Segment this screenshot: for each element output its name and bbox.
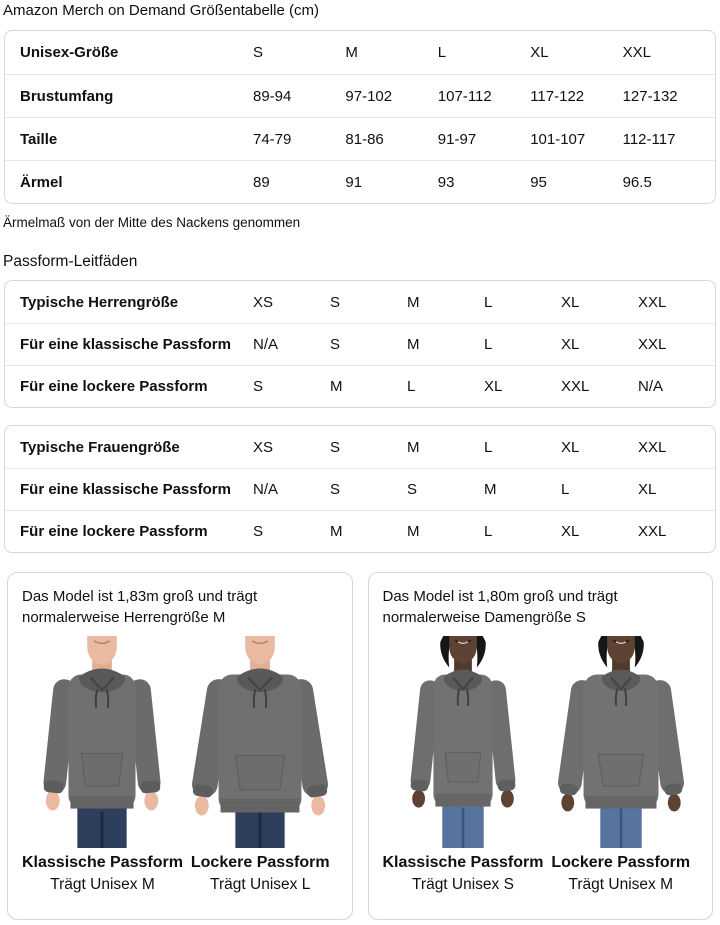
model-photo-male-loose-fit (186, 636, 334, 848)
row-label: Brustumfang (20, 87, 114, 105)
table-row (5, 74, 715, 117)
table-row (5, 468, 715, 510)
row-label: Unisex-Größe (20, 44, 119, 61)
cell-value: 117-122 (530, 87, 585, 105)
cell-value: XXL (638, 336, 667, 353)
figure-loose-fit (183, 636, 338, 894)
cell-value: S (253, 44, 264, 61)
cell-value: M (330, 523, 343, 540)
table-row (5, 117, 715, 160)
table-row (5, 31, 715, 74)
size-caption: Trägt Unisex S (412, 876, 514, 893)
cell-value: L (484, 438, 493, 456)
model-figures (22, 636, 338, 894)
cell-value: 91 (345, 173, 363, 191)
cell-value: XXL (622, 44, 651, 61)
cell-value: 112-117 (622, 130, 676, 148)
cell-value: 89-94 (253, 87, 292, 105)
cell-value: 96.5 (622, 173, 652, 191)
cell-value: N/A (638, 378, 664, 395)
size-caption: Trägt Unisex L (210, 876, 311, 893)
fit-table-women (4, 425, 716, 553)
cell-value: S (407, 481, 418, 498)
row-label: Taille (20, 130, 58, 148)
cell-value: XS (253, 293, 274, 311)
fit-caption: Lockere Passform (190, 854, 330, 871)
size-caption: Trägt Unisex M (50, 876, 155, 893)
table-row (5, 510, 715, 552)
size-caption: Trägt Unisex M (568, 876, 673, 893)
cell-value: XS (253, 438, 274, 456)
cell-value: N/A (253, 481, 279, 498)
table-row (5, 365, 715, 407)
cell-value: XL (561, 523, 580, 540)
cell-value: S (330, 336, 341, 353)
cell-value: M (407, 336, 420, 353)
table-row (5, 281, 715, 323)
cell-value: 89 (253, 173, 270, 191)
cell-value: 97-102 (345, 87, 393, 105)
cell-value: XXL (638, 523, 667, 540)
model-figures (383, 636, 699, 894)
cell-value: XXL (638, 438, 667, 456)
figure-classic-fit (383, 636, 544, 894)
cell-value: L (561, 481, 570, 498)
fit-table-men (4, 280, 716, 408)
cell-value: L (484, 293, 493, 311)
cell-value: 101-107 (530, 130, 586, 148)
cell-value: L (407, 378, 416, 395)
cell-value: XXL (638, 293, 667, 311)
cell-value: L (484, 336, 493, 353)
model-photo-female-loose-fit (547, 636, 695, 848)
cell-value: M (407, 438, 420, 456)
cell-value: S (330, 293, 341, 311)
fit-caption: Lockere Passform (551, 854, 691, 871)
cell-value: 95 (530, 173, 547, 191)
cell-value: XL (561, 336, 580, 353)
page-title: Amazon Merch on Demand Größentabelle (cm) (3, 2, 319, 19)
cell-value: 81-86 (345, 130, 384, 148)
cell-value: N/A (253, 336, 279, 353)
cell-value: 107-112 (437, 87, 492, 105)
table-row (5, 160, 715, 203)
cell-value: S (253, 378, 264, 395)
cell-value: 74-79 (253, 130, 292, 148)
measurement-note: Ärmelmaß von der Mitte des Nackens genommen (3, 215, 301, 230)
figure-loose-fit (543, 636, 698, 894)
cell-value: M (345, 44, 358, 61)
row-label: Für eine lockere Passform (20, 523, 208, 540)
cell-value: XL (530, 44, 549, 61)
cell-value: 91-97 (437, 130, 477, 148)
fit-caption: Klassische Passform (22, 854, 183, 871)
row-label: Typische Frauengröße (20, 438, 180, 456)
fit-section-title: Passform-Leitfäden (3, 253, 138, 270)
cell-value: S (253, 523, 264, 540)
cell-value: 93 (437, 173, 455, 191)
table-row (5, 323, 715, 365)
model-card-men (7, 572, 353, 920)
cell-value: L (437, 44, 447, 61)
row-label: Für eine klassische Passform (20, 336, 231, 353)
model-description: Das Model ist 1,80m groß und trägt normalerweise Damengröße S (382, 588, 618, 626)
model-description: Das Model ist 1,83m groß und trägt normalerweise Herrengröße M (22, 588, 258, 626)
cell-value: M (330, 378, 343, 395)
model-photo-female-classic-fit (389, 636, 537, 848)
cell-value: S (330, 438, 341, 456)
cell-value: XL (561, 293, 580, 311)
cell-value: 127-132 (622, 87, 678, 105)
cell-value: M (407, 293, 420, 311)
row-label: Typische Herrengröße (20, 293, 179, 311)
cell-value: XL (561, 438, 580, 456)
model-cards (7, 572, 713, 920)
figure-classic-fit (22, 636, 183, 894)
cell-value: L (484, 523, 493, 540)
cell-value: XL (484, 378, 503, 395)
cell-value: S (330, 481, 341, 498)
row-label: Für eine klassische Passform (20, 481, 231, 498)
size-table (4, 30, 716, 204)
model-photo-male-classic-fit (28, 636, 176, 848)
row-label: Ärmel (20, 173, 63, 191)
fit-caption: Klassische Passform (382, 854, 544, 871)
cell-value: XL (638, 481, 657, 498)
cell-value: M (484, 481, 497, 498)
cell-value: M (407, 523, 420, 540)
table-row (5, 426, 715, 468)
row-label: Für eine lockere Passform (20, 378, 208, 395)
cell-value: XXL (561, 378, 590, 395)
model-card-women (368, 572, 714, 920)
